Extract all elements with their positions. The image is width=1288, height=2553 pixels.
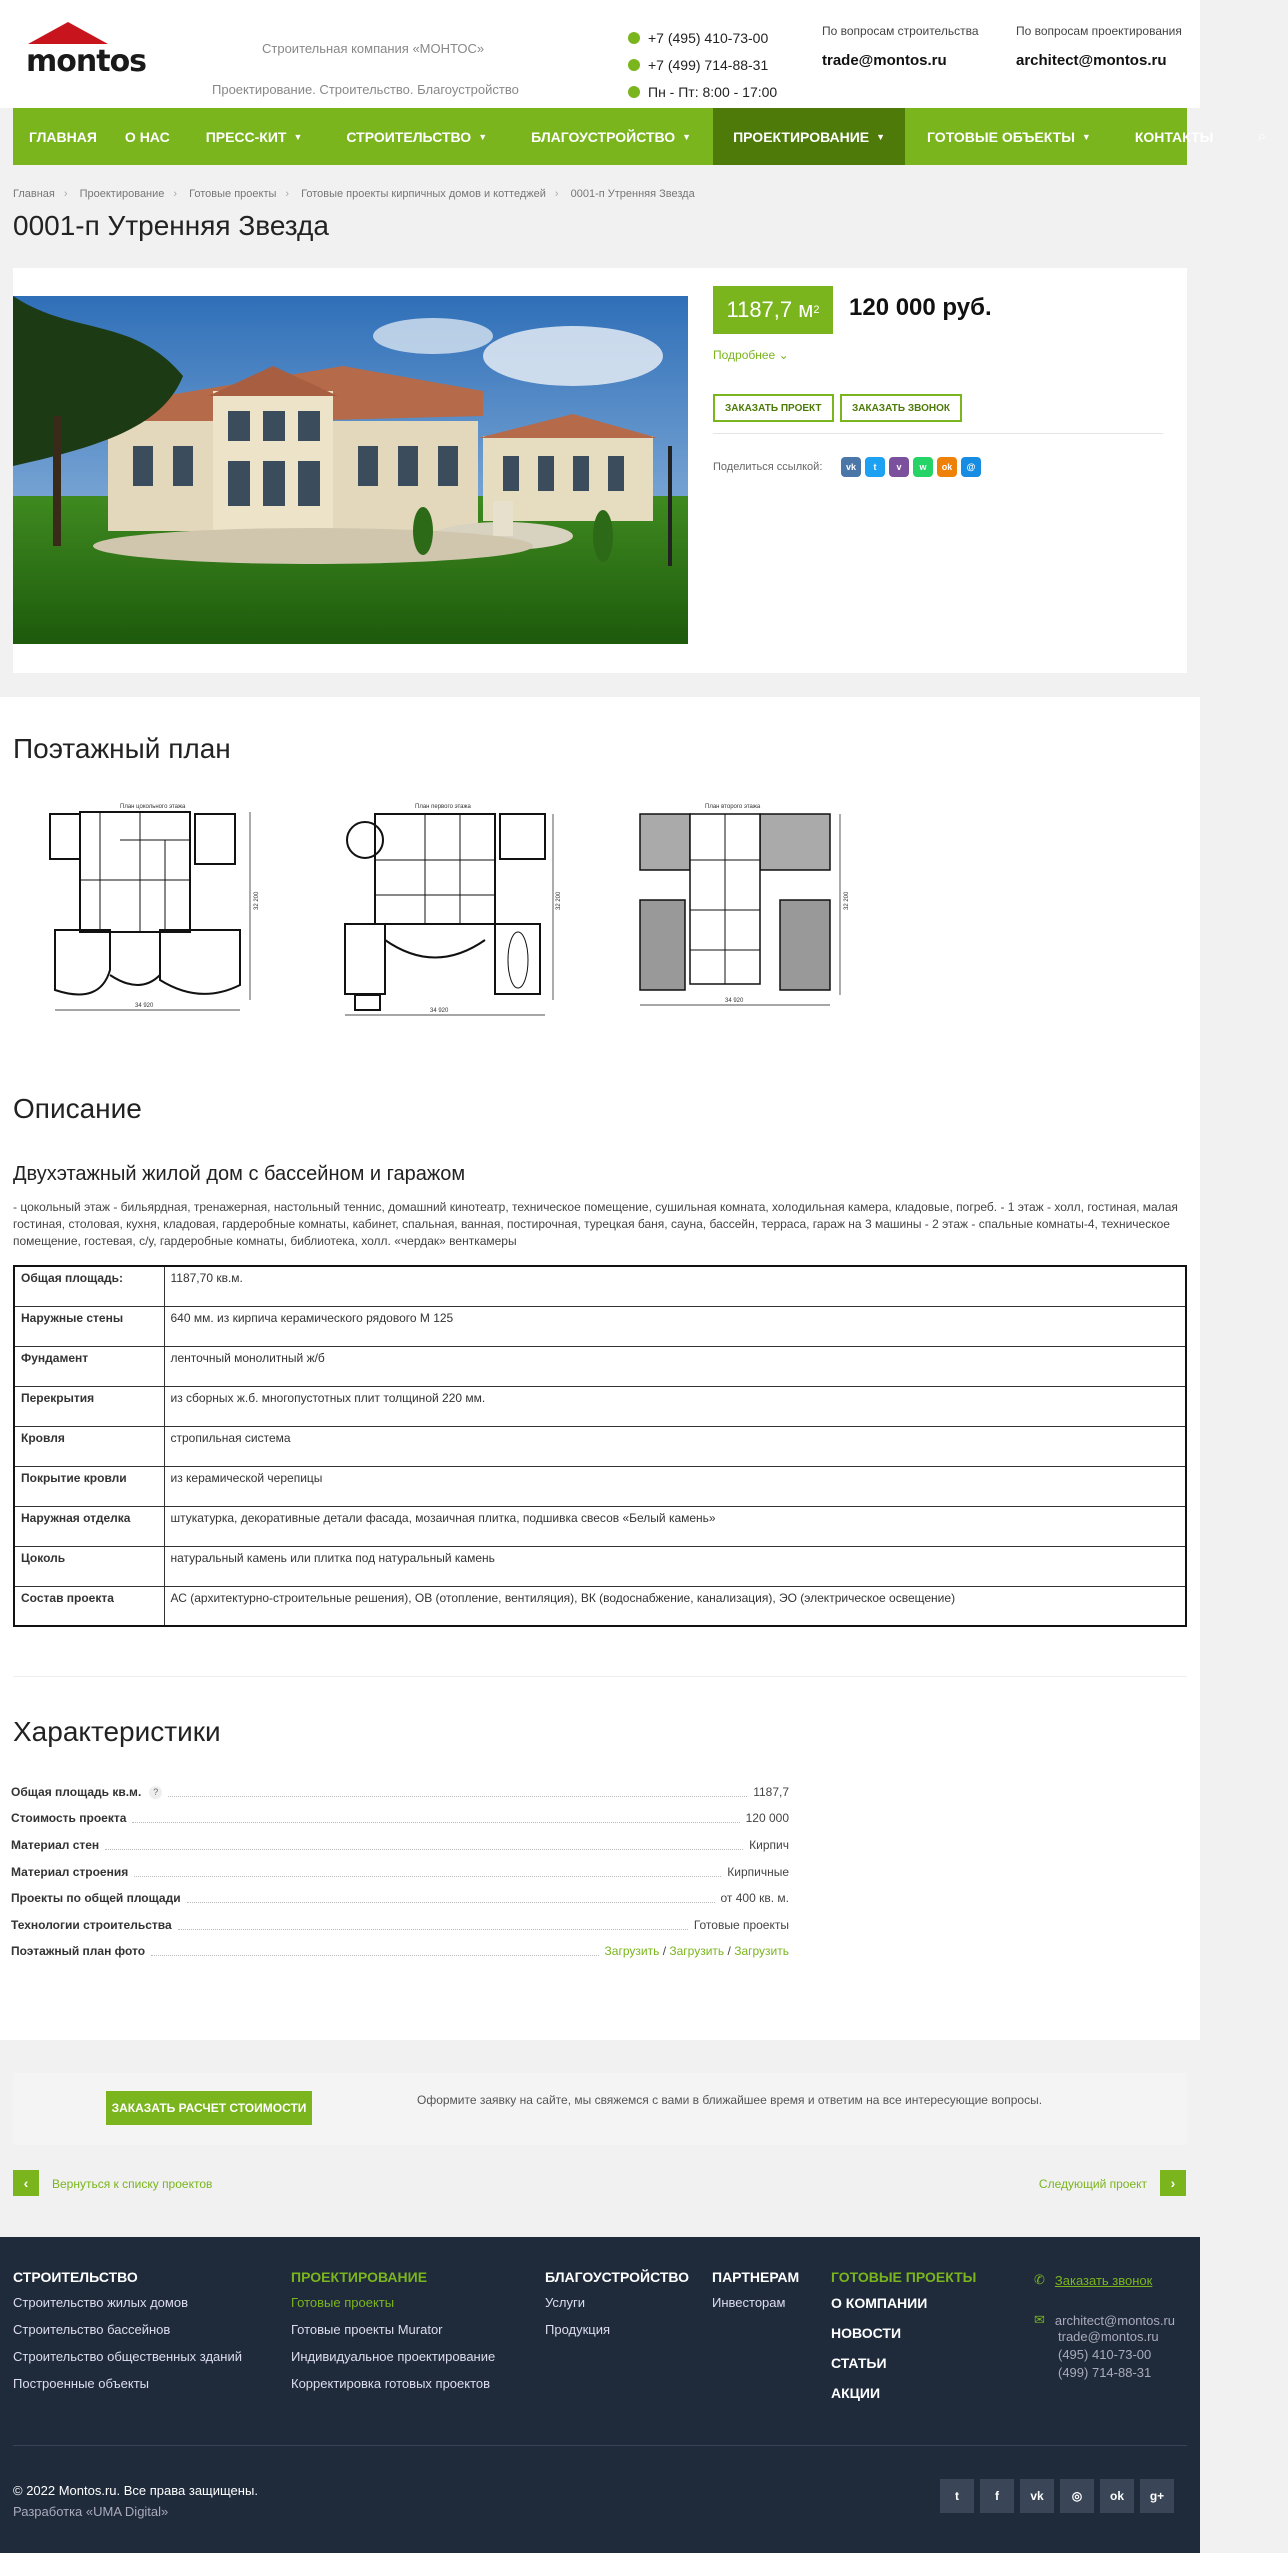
char-row: Поэтажный план фото Загрузить / Загрузить / Загрузить bbox=[11, 1944, 789, 1958]
cost-request-text: Оформите заявку на сайте, мы свяжемся с вами в ближайшее время и ответим на все интересующие вопросы. bbox=[417, 2093, 1043, 2107]
back-to-list-link[interactable]: Вернуться к списку проектов bbox=[52, 2177, 213, 2191]
order-project-button[interactable]: ЗАКАЗАТЬ ПРОЕКТ bbox=[713, 394, 834, 422]
clock-icon bbox=[628, 86, 640, 98]
characteristics-title: Характеристики bbox=[13, 1716, 221, 1747]
nav-item-press[interactable]: ПРЕСС-КИТ ▼ bbox=[205, 128, 303, 145]
phone-1[interactable]: +7 (495) 410-73-00 bbox=[648, 29, 769, 46]
phone-icon: ✆ bbox=[1034, 2272, 1045, 2287]
chevron-down-icon: ▼ bbox=[1081, 131, 1091, 142]
chevron-down-icon: ▼ bbox=[876, 131, 886, 142]
vk-share-icon[interactable]: vk bbox=[841, 457, 861, 477]
logo[interactable] bbox=[22, 22, 147, 82]
whatsapp-share-icon[interactable]: w bbox=[913, 457, 933, 477]
download-link[interactable]: Загрузить bbox=[669, 1944, 725, 1958]
breadcrumb-item[interactable]: Готовые проекты bbox=[189, 188, 277, 200]
spec-table bbox=[13, 1265, 1187, 1627]
product-card bbox=[13, 268, 1187, 673]
next-project-link[interactable]: Следующий проект bbox=[1038, 2177, 1147, 2191]
spec-value: 640 мм. из кирпича керамического рядового М 125 bbox=[164, 1306, 1186, 1346]
footer-col-landscaping bbox=[545, 2269, 689, 2349]
chevron-down-icon: ▼ bbox=[293, 131, 303, 142]
nav-item-construction[interactable]: СТРОИТЕЛЬСТВО ▼ bbox=[346, 128, 488, 145]
spec-row bbox=[14, 1306, 1186, 1346]
footer-link[interactable]: АКЦИИ bbox=[831, 2385, 881, 2401]
footer-col-misc bbox=[831, 2269, 976, 2415]
plan-dim-width: 34 920 bbox=[725, 998, 744, 1004]
area-badge: 1187,7 м 2 bbox=[713, 286, 833, 334]
char-row: Проекты по общей площади от 400 кв. м. bbox=[11, 1891, 789, 1905]
spec-value: штукатурка, декоративные детали фасада, мозаичная плитка, подшивка свесов «Белый камень» bbox=[164, 1506, 1186, 1546]
spec-key: Кровля bbox=[14, 1426, 164, 1466]
footer-email[interactable]: trade@montos.ru bbox=[1058, 2329, 1159, 2344]
footer-heading[interactable]: ПРОЕКТИРОВАНИЕ bbox=[291, 2269, 428, 2285]
order-cost-button[interactable]: ЗАКАЗАТЬ РАСЧЕТ СТОИМОСТИ bbox=[106, 2091, 312, 2125]
developer-credit[interactable]: Разработка «UMA Digital» bbox=[13, 2504, 169, 2519]
download-link[interactable]: Загрузить bbox=[604, 1944, 660, 1958]
help-icon[interactable]: ? bbox=[149, 1786, 162, 1799]
footer-link[interactable]: Продукция bbox=[545, 2322, 611, 2337]
odnoklassniki-icon[interactable]: ok bbox=[1100, 2479, 1134, 2513]
chevron-right-icon[interactable]: › bbox=[1160, 2170, 1186, 2196]
page-title: 0001-п Утренняя Звезда bbox=[13, 210, 329, 241]
search-icon[interactable]: ⌕ bbox=[1257, 127, 1267, 145]
copyright: © 2022 Montos.ru. Все права защищены. bbox=[13, 2483, 258, 2498]
floor-plan-basement[interactable] bbox=[40, 800, 270, 1020]
footer-heading[interactable]: ГОТОВЫЕ ПРОЕКТЫ bbox=[831, 2269, 977, 2285]
facebook-icon[interactable]: f bbox=[980, 2479, 1014, 2513]
plan-caption: План цокольного этажа bbox=[120, 804, 186, 810]
contact-label: По вопросам проектирования bbox=[1016, 24, 1182, 38]
spec-value: натуральный камень или плитка под натуральный камень bbox=[164, 1546, 1186, 1586]
logo-roof-icon bbox=[28, 22, 108, 44]
order-call-button[interactable]: ЗАКАЗАТЬ ЗВОНОК bbox=[840, 394, 962, 422]
spec-value: из сборных ж.б. многопустотных плит толщиной 220 мм. bbox=[164, 1386, 1186, 1426]
house-photo[interactable] bbox=[13, 296, 688, 644]
spec-key: Наружная отделка bbox=[14, 1506, 164, 1546]
plan-dim-height: 32 200 bbox=[844, 891, 850, 910]
main-nav bbox=[13, 108, 1267, 165]
chevron-down-icon: ▼ bbox=[478, 131, 488, 142]
spec-key: Общая площадь: bbox=[14, 1266, 164, 1306]
floor-plan-first[interactable] bbox=[335, 800, 565, 1020]
download-link[interactable]: Загрузить bbox=[734, 1944, 789, 1958]
google-plus-icon[interactable]: g+ bbox=[1140, 2479, 1174, 2513]
spec-row bbox=[14, 1506, 1186, 1546]
viber-share-icon[interactable]: v bbox=[889, 457, 909, 477]
spec-row bbox=[14, 1346, 1186, 1386]
breadcrumb-item[interactable]: Главная bbox=[13, 188, 55, 200]
footer-link[interactable]: Инвесторам bbox=[712, 2295, 786, 2310]
plan-dim-height: 32 200 bbox=[556, 891, 562, 910]
breadcrumb-item[interactable]: Проектирование bbox=[79, 188, 165, 200]
nav-item-design[interactable]: ПРОЕКТИРОВАНИЕ ▼ bbox=[713, 108, 905, 165]
nav-item-objects[interactable]: ГОТОВЫЕ ОБЪЕКТЫ ▼ bbox=[927, 128, 1091, 145]
spec-key: Покрытие кровли bbox=[14, 1466, 164, 1506]
footer-heading[interactable]: ПАРТНЕРАМ bbox=[712, 2269, 800, 2285]
company-slogan: Проектирование. Строительство. Благоустройство bbox=[212, 82, 519, 97]
footer-phone[interactable]: (499) 714-88-31 bbox=[1058, 2365, 1152, 2380]
spec-value: 1187,70 кв.м. bbox=[164, 1266, 1186, 1306]
spec-key: Состав проекта bbox=[14, 1586, 164, 1626]
description-subtitle: Двухэтажный жилой дом с бассейном и гаражом bbox=[13, 1163, 466, 1185]
phone-icon bbox=[628, 32, 640, 44]
twitter-icon[interactable]: t bbox=[940, 2479, 974, 2513]
footer-link[interactable]: Готовые проекты bbox=[291, 2295, 395, 2310]
footer-link[interactable]: СТАТЬИ bbox=[831, 2355, 887, 2371]
more-details-link[interactable]: Подробнее ⌄ bbox=[713, 348, 789, 362]
char-row: Материал строения Кирпичные bbox=[11, 1865, 789, 1879]
twitter-share-icon[interactable]: t bbox=[865, 457, 885, 477]
footer-email[interactable]: architect@montos.ru bbox=[1054, 2312, 1176, 2328]
char-row: Общая площадь кв.м. ? 1187,7 bbox=[11, 1785, 789, 1799]
spec-key: Перекрытия bbox=[14, 1386, 164, 1426]
plan-caption: План второго этажа bbox=[705, 804, 761, 810]
moimir-share-icon[interactable]: @ bbox=[961, 457, 981, 477]
footer-phone[interactable]: (495) 410-73-00 bbox=[1058, 2347, 1152, 2362]
spec-row bbox=[14, 1466, 1186, 1506]
divider bbox=[13, 1676, 1187, 1677]
contact-design bbox=[1016, 24, 1182, 69]
contact-email[interactable]: architect@montos.ru bbox=[1016, 52, 1167, 69]
chevron-down-icon: ▼ bbox=[682, 131, 692, 142]
divider bbox=[13, 2445, 1187, 2446]
callback-link[interactable]: Заказать звонок bbox=[1054, 2272, 1153, 2288]
floor-plan-title: Поэтажный план bbox=[13, 733, 231, 764]
footer-col-construction bbox=[13, 2269, 242, 2403]
contact-construction bbox=[822, 24, 979, 69]
spec-row bbox=[14, 1386, 1186, 1426]
footer-link[interactable]: Готовые проекты Murator bbox=[291, 2322, 443, 2337]
char-row: Стоимость проекта 120 000 bbox=[11, 1811, 789, 1825]
footer-link[interactable]: Строительство общественных зданий bbox=[13, 2349, 242, 2364]
char-row: Технологии строительства Готовые проекты bbox=[11, 1918, 789, 1932]
plan-caption: План первого этажа bbox=[415, 804, 471, 810]
header-phones bbox=[628, 24, 777, 105]
breadcrumb-item[interactable]: Готовые проекты кирпичных домов и коттеджей bbox=[301, 188, 546, 200]
chevron-left-icon[interactable]: ‹ bbox=[13, 2170, 39, 2196]
footer-link[interactable]: Корректировка готовых проектов bbox=[291, 2376, 491, 2391]
spec-key: Цоколь bbox=[14, 1546, 164, 1586]
spec-row bbox=[14, 1426, 1186, 1466]
spec-row bbox=[14, 1266, 1186, 1306]
footer-link[interactable]: НОВОСТИ bbox=[831, 2325, 902, 2341]
footer-link[interactable]: Построенные объекты bbox=[13, 2376, 149, 2391]
spec-row bbox=[14, 1546, 1186, 1586]
cost-request-block bbox=[13, 2073, 1187, 2145]
description-title: Описание bbox=[13, 1093, 142, 1124]
odnoklassniki-share-icon[interactable]: ok bbox=[937, 457, 957, 477]
nav-item-contacts[interactable]: КОНТАКТЫ bbox=[1134, 128, 1214, 145]
description-text: - цокольный этаж - бильярдная, тренажерная, настольный теннис, домашний кинотеатр, техническое помещение, сушильная комната, холодильная камера, кладовые, погреб. - 1 этаж - холл, гостиная, малая гостиная, столовая, кухня, кладовая, гардеробные комнаты, кабинет, спальная, ванная, постирочная, турецкая баня, сауна, бассейн, терраса, гараж на 3 машины - 2 этаж - спальные комнаты-4, техническое помещение, гостевая, с/у, гардеробные комнаты, библиотека, холл. «чердак» венткамеры bbox=[13, 1200, 1178, 1248]
spec-row bbox=[14, 1586, 1186, 1626]
footer-heading[interactable]: СТРОИТЕЛЬСТВО bbox=[13, 2269, 138, 2285]
spec-value: АС (архитектурно-строительные решения), ОВ (отопление, вентиляция), ВК (водоснабжение, канализация), ЭО (электрическое освещение) bbox=[164, 1586, 1186, 1626]
breadcrumb-current: 0001-п Утренняя Звезда bbox=[570, 188, 695, 200]
mail-icon: ✉ bbox=[1034, 2312, 1045, 2327]
share-label: Поделиться ссылкой: bbox=[713, 461, 823, 473]
footer-col-design bbox=[291, 2269, 495, 2403]
instagram-icon[interactable]: ◎ bbox=[1060, 2479, 1094, 2513]
divider bbox=[713, 433, 1163, 434]
plan-dim-width: 34 920 bbox=[430, 1008, 449, 1014]
footer-link[interactable]: Индивидуальное проектирование bbox=[291, 2349, 496, 2364]
spec-value: стропильная система bbox=[164, 1426, 1186, 1466]
contact-label: По вопросам строительства bbox=[822, 24, 979, 38]
nav-item-home[interactable]: ГЛАВНАЯ bbox=[29, 128, 97, 145]
nav-item-landscaping[interactable]: БЛАГОУСТРОЙСТВО ▼ bbox=[531, 128, 692, 145]
plan-dim-height: 32 200 bbox=[254, 891, 260, 910]
chevron-down-icon: ⌄ bbox=[778, 348, 789, 362]
spec-value: из керамической черепицы bbox=[164, 1466, 1186, 1506]
site-header bbox=[0, 0, 1200, 108]
spec-key: Наружные стены bbox=[14, 1306, 164, 1346]
char-row: Материал стен Кирпич bbox=[11, 1838, 789, 1852]
spec-value: ленточный монолитный ж/б bbox=[164, 1346, 1186, 1386]
plan-dim-width: 34 920 bbox=[135, 1003, 154, 1009]
project-price: 120 000 руб. bbox=[849, 294, 992, 321]
footer-heading[interactable]: БЛАГОУСТРОЙСТВО bbox=[545, 2269, 690, 2285]
breadcrumb: Главная › Проектирование › Готовые проекты › Готовые проекты кирпичных домов и коттеджей › 0001-п Утренняя Звезда bbox=[13, 188, 695, 200]
contact-email[interactable]: trade@montos.ru bbox=[822, 52, 947, 69]
phone-icon bbox=[628, 59, 640, 71]
footer-link[interactable]: Строительство бассейнов bbox=[13, 2322, 171, 2337]
nav-item-about[interactable]: О НАС bbox=[124, 128, 170, 145]
footer-link[interactable]: Строительство жилых домов bbox=[13, 2295, 188, 2310]
footer-link[interactable]: О КОМПАНИИ bbox=[831, 2295, 928, 2311]
footer-col-partners bbox=[712, 2269, 799, 2322]
footer-link[interactable]: Услуги bbox=[545, 2295, 585, 2310]
logo-text: montos bbox=[26, 44, 147, 79]
phone-2[interactable]: +7 (499) 714-88-31 bbox=[648, 56, 769, 73]
site-footer bbox=[0, 2237, 1200, 2553]
work-hours: Пн - Пт: 8:00 - 17:00 bbox=[648, 83, 778, 100]
company-name: Строительная компания «МОНТОС» bbox=[262, 41, 485, 56]
floor-plan-second[interactable] bbox=[630, 800, 860, 1020]
vk-icon[interactable]: vk bbox=[1020, 2479, 1054, 2513]
spec-key: Фундамент bbox=[14, 1346, 164, 1386]
footer-contacts bbox=[1034, 2271, 1175, 2383]
